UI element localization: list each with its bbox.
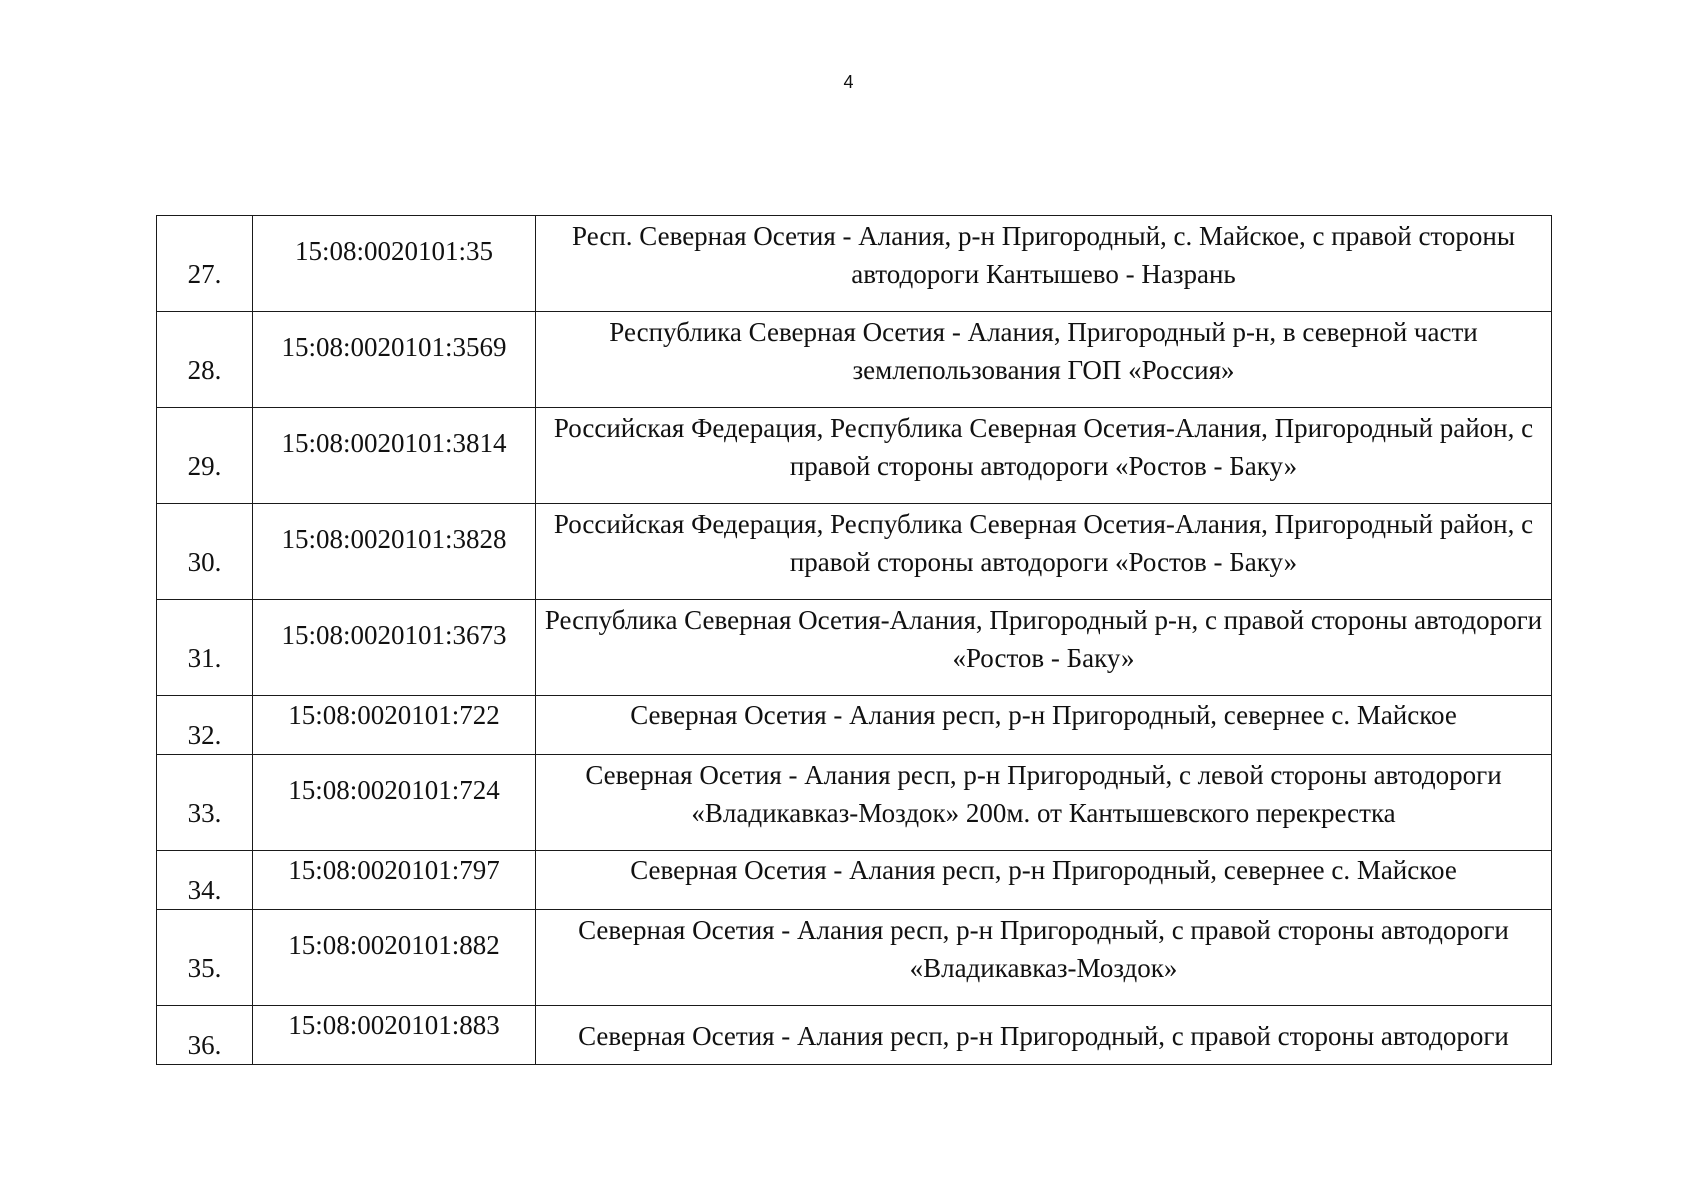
cadastral-number-cell (253, 851, 536, 910)
cadastral-number-cell (253, 755, 536, 851)
row-number-cell (157, 312, 253, 408)
table-row (157, 1006, 1552, 1065)
row-number: 29. (187, 450, 222, 481)
table-row (157, 504, 1552, 600)
row-number-cell (157, 1006, 253, 1065)
row-number-cell (157, 696, 253, 755)
row-number-cell (157, 408, 253, 504)
row-number: 36. (187, 1030, 222, 1060)
table-row (157, 851, 1552, 910)
cadastral-number: 15:08:0020101:3828 (281, 524, 507, 554)
address-text: Северная Осетия - Алания респ, р-н Пригородный, севернее с. Майское (630, 855, 1457, 885)
row-number-cell (157, 910, 253, 1006)
table-row (157, 910, 1552, 1006)
address-text: Северная Осетия - Алания респ, р-н Пригородный, с правой стороны автодороги «Владикавказ-Моздок» (578, 915, 1509, 983)
cadastral-number: 15:08:0020101:3814 (281, 428, 507, 458)
address-text: Респ. Северная Осетия - Алания, р-н Пригородный, с. Майское, с правой стороны автодороги Кантышево - Назрань (572, 221, 1515, 289)
cadastral-number: 15:08:0020101:724 (288, 775, 500, 805)
cadastral-number-cell (253, 1006, 536, 1065)
row-number: 31. (187, 642, 222, 673)
cadastral-number: 15:08:0020101:35 (294, 236, 493, 266)
cadastral-number: 15:08:0020101:722 (288, 700, 500, 730)
cadastral-number: 15:08:0020101:882 (288, 930, 500, 960)
cadastral-number-cell (253, 696, 536, 755)
row-number: 30. (187, 546, 222, 577)
table-row (157, 696, 1552, 755)
cadastral-number: 15:08:0020101:797 (288, 855, 500, 885)
page-number: 4 (843, 72, 854, 92)
cadastral-number-cell (253, 216, 536, 312)
row-number: 32. (187, 720, 222, 750)
cadastral-number-cell (253, 504, 536, 600)
row-number-cell (157, 851, 253, 910)
table-row (157, 600, 1552, 696)
address-cell (536, 600, 1552, 696)
address-cell (536, 696, 1552, 755)
row-number: 35. (187, 952, 222, 983)
address-text: Республика Северная Осетия - Алания, Пригородный р-н, в северной части землепользования ГОП «Россия» (609, 317, 1478, 385)
address-cell (536, 1006, 1552, 1065)
row-number: 33. (187, 797, 222, 828)
table-row (157, 755, 1552, 851)
address-cell (536, 504, 1552, 600)
row-number-cell (157, 600, 253, 696)
cadastral-number-cell (253, 910, 536, 1006)
address-cell (536, 755, 1552, 851)
cadastral-number-cell (253, 600, 536, 696)
cadastral-number: 15:08:0020101:883 (288, 1010, 500, 1040)
address-cell (536, 216, 1552, 312)
cadastral-number-cell (253, 408, 536, 504)
address-text: Российская Федерация, Республика Северная Осетия-Алания, Пригородный район, с правой стороны автодороги «Ростов - Баку» (553, 413, 1534, 481)
address-text: Северная Осетия - Алания респ, р-н Пригородный, севернее с. Майское (630, 700, 1457, 730)
address-cell (536, 910, 1552, 1006)
row-number-cell (157, 504, 253, 600)
table-row (157, 408, 1552, 504)
address-cell (536, 312, 1552, 408)
address-text: Северная Осетия - Алания респ, р-н Пригородный, с левой стороны автодороги «Владикавказ-Моздок» 200м. от Кантышевского перекрестка (585, 760, 1502, 828)
cadastral-number: 15:08:0020101:3673 (281, 620, 507, 650)
address-text: Российская Федерация, Республика Северная Осетия-Алания, Пригородный район, с правой стороны автодороги «Ростов - Баку» (553, 509, 1534, 577)
row-number-cell (157, 755, 253, 851)
address-text: Республика Северная Осетия-Алания, Пригородный р-н, с правой стороны автодороги «Ростов - Баку» (544, 605, 1543, 673)
cadastral-number-cell (253, 312, 536, 408)
table-row (157, 216, 1552, 312)
row-number: 28. (187, 354, 222, 385)
row-number-cell (157, 216, 253, 312)
address-cell (536, 408, 1552, 504)
cadastral-number: 15:08:0020101:3569 (281, 332, 507, 362)
row-number: 34. (187, 875, 222, 905)
table-row (157, 312, 1552, 408)
address-cell (536, 851, 1552, 910)
cadastral-table (156, 215, 1552, 1065)
address-text: Северная Осетия - Алания респ, р-н Пригородный, с правой стороны автодороги (578, 1020, 1509, 1051)
row-number: 27. (187, 258, 222, 289)
